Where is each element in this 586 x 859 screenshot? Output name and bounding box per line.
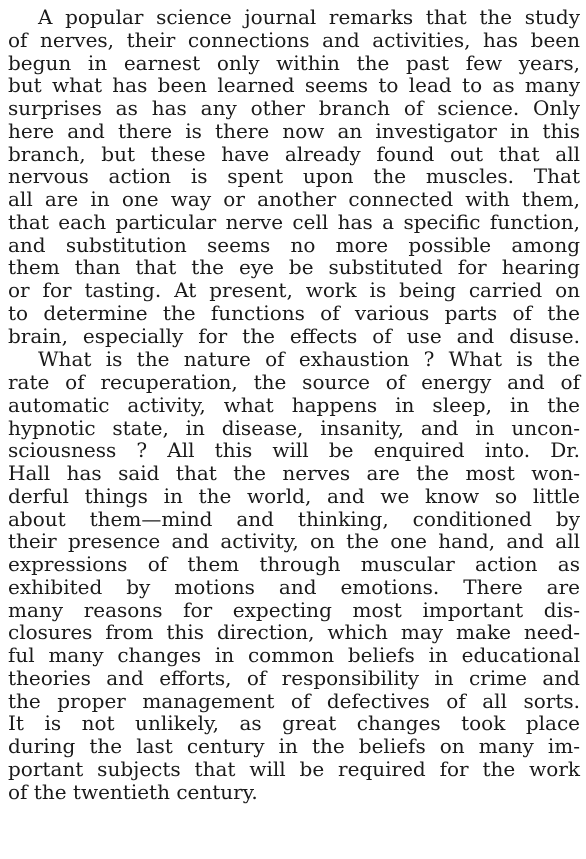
text-line: of the twentieth century. [8, 779, 258, 804]
text-line: sciousness ? All this will be enquired into. Dr. [8, 438, 580, 463]
text-line: nervous action is spent upon the muscles. That [8, 164, 580, 189]
text-line: their presence and activity, on the one hand, and all [8, 529, 580, 554]
text-line: or for tasting. At present, work is being carried on [8, 278, 580, 302]
text-line: It is not unlikely, as great changes took place [8, 711, 580, 736]
text-line: the proper management of defectives of all sorts. [8, 688, 580, 713]
text-line: portant subjects that will be required for the work [8, 756, 580, 781]
document-page [8, 6, 580, 851]
text-line: A popular science journal remarks that the study [38, 5, 580, 29]
text-line: about them—mind and thinking, conditioned by [8, 506, 580, 531]
text-line: Hall has said that the nerves are the most won- [8, 461, 580, 485]
text-line: to determine the functions of various parts of the [8, 300, 580, 325]
text-line: theories and efforts, of responsibility in crime and [8, 665, 580, 690]
text-line: but what has been learned seems to lead to as many [8, 73, 580, 98]
text-line: that each particular nerve cell has a specific function, [8, 209, 580, 234]
text-line: begun in earnest only within the past few years, [8, 50, 580, 75]
text-line: of nerves, their connections and activities, has been [8, 27, 580, 52]
text-line: them than that the eye be substituted for hearing [8, 255, 580, 280]
text-line: surprises as has any other branch of science. Only [8, 96, 580, 120]
text-line: branch, but these have already found out that all [8, 141, 580, 166]
text-line: rate of recuperation, the source of energy and of [8, 370, 580, 394]
text-line: expressions of them through muscular action as [8, 552, 580, 576]
text-line: brain, especially for the effects of use and disuse. [8, 323, 580, 348]
text-line: during the last century in the beliefs on many im- [8, 734, 580, 758]
text-line: What is the nature of exhaustion ? What is the [38, 347, 580, 372]
text-line: ful many changes in common beliefs in educational [8, 643, 580, 667]
paragraph-1 [8, 6, 580, 347]
paragraph-2 [8, 348, 580, 803]
text-line: automatic activity, what happens in sleep, in the [8, 392, 580, 417]
text-line: and substitution seems no more possible among [8, 232, 580, 257]
text-line: derful things in the world, and we know so little [8, 483, 580, 508]
text-line: many reasons for expecting most important dis- [8, 597, 580, 622]
text-line: hypnotic state, in disease, insanity, and in uncon- [8, 415, 580, 440]
text-line: all are in one way or another connected with them, [8, 187, 580, 211]
text-line: here and there is there now an investigator in this [8, 118, 580, 143]
text-line: closures from this direction, which may make need- [8, 620, 580, 645]
text-line: exhibited by motions and emotions. There are [8, 574, 580, 599]
